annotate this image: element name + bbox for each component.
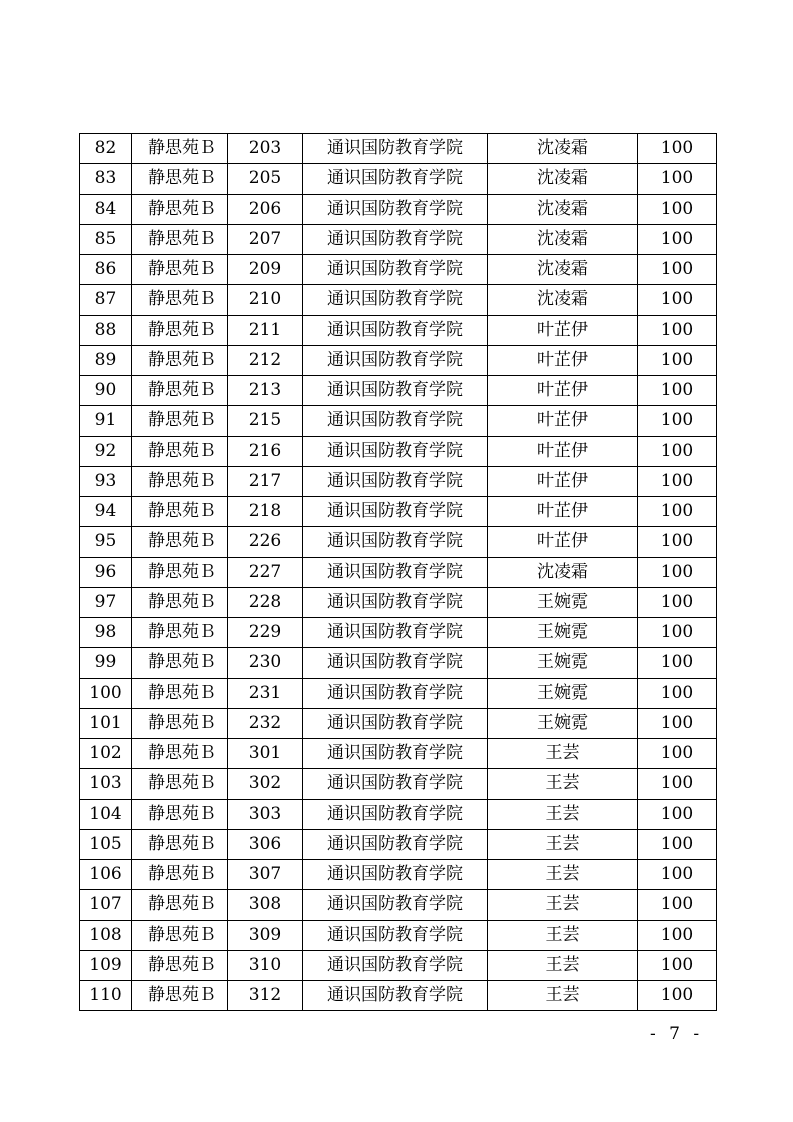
table-row <box>80 285 717 315</box>
table-row <box>80 829 717 859</box>
counselor-cell: 王婉霓 <box>488 587 638 617</box>
row-number-cell: 100 <box>80 678 132 708</box>
college-cell: 通识国防教育学院 <box>303 557 488 587</box>
room-number-cell: 206 <box>228 194 303 224</box>
table-row <box>80 376 717 406</box>
score-cell: 100 <box>638 981 717 1011</box>
row-number-cell: 95 <box>80 527 132 557</box>
room-number-cell: 213 <box>228 376 303 406</box>
building-cell: 静思苑Ｂ <box>132 466 228 496</box>
room-number-cell: 215 <box>228 406 303 436</box>
table-row <box>80 860 717 890</box>
row-number-cell: 94 <box>80 497 132 527</box>
room-number-cell: 226 <box>228 527 303 557</box>
table-row <box>80 678 717 708</box>
building-cell: 静思苑Ｂ <box>132 164 228 194</box>
row-number-cell: 89 <box>80 345 132 375</box>
counselor-cell: 叶芷伊 <box>488 406 638 436</box>
college-cell: 通识国防教育学院 <box>303 981 488 1011</box>
score-cell: 100 <box>638 739 717 769</box>
score-cell: 100 <box>638 345 717 375</box>
college-cell: 通识国防教育学院 <box>303 799 488 829</box>
room-number-cell: 302 <box>228 769 303 799</box>
room-number-cell: 312 <box>228 981 303 1011</box>
college-cell: 通识国防教育学院 <box>303 920 488 950</box>
table-row <box>80 255 717 285</box>
college-cell: 通识国防教育学院 <box>303 678 488 708</box>
college-cell: 通识国防教育学院 <box>303 164 488 194</box>
table-row <box>80 890 717 920</box>
building-cell: 静思苑Ｂ <box>132 194 228 224</box>
counselor-cell: 叶芷伊 <box>488 345 638 375</box>
building-cell: 静思苑Ｂ <box>132 890 228 920</box>
table-row <box>80 406 717 436</box>
table-row <box>80 194 717 224</box>
college-cell: 通识国防教育学院 <box>303 587 488 617</box>
table-row <box>80 708 717 738</box>
college-cell: 通识国防教育学院 <box>303 194 488 224</box>
building-cell: 静思苑Ｂ <box>132 769 228 799</box>
counselor-cell: 沈凌霜 <box>488 194 638 224</box>
counselor-cell: 王芸 <box>488 860 638 890</box>
college-cell: 通识国防教育学院 <box>303 436 488 466</box>
room-number-cell: 228 <box>228 587 303 617</box>
score-cell: 100 <box>638 890 717 920</box>
row-number-cell: 109 <box>80 950 132 980</box>
building-cell: 静思苑Ｂ <box>132 981 228 1011</box>
building-cell: 静思苑Ｂ <box>132 557 228 587</box>
counselor-cell: 沈凌霜 <box>488 134 638 164</box>
room-number-cell: 307 <box>228 860 303 890</box>
row-number-cell: 106 <box>80 860 132 890</box>
room-number-cell: 308 <box>228 890 303 920</box>
row-number-cell: 91 <box>80 406 132 436</box>
score-cell: 100 <box>638 829 717 859</box>
row-number-cell: 92 <box>80 436 132 466</box>
college-cell: 通识国防教育学院 <box>303 376 488 406</box>
college-cell: 通识国防教育学院 <box>303 829 488 859</box>
room-number-cell: 218 <box>228 497 303 527</box>
building-cell: 静思苑Ｂ <box>132 920 228 950</box>
table-row <box>80 587 717 617</box>
score-cell: 100 <box>638 194 717 224</box>
building-cell: 静思苑Ｂ <box>132 376 228 406</box>
building-cell: 静思苑Ｂ <box>132 950 228 980</box>
building-cell: 静思苑Ｂ <box>132 799 228 829</box>
building-cell: 静思苑Ｂ <box>132 739 228 769</box>
table-row <box>80 224 717 254</box>
college-cell: 通识国防教育学院 <box>303 950 488 980</box>
table-row <box>80 315 717 345</box>
table-row <box>80 134 717 164</box>
counselor-cell: 叶芷伊 <box>488 497 638 527</box>
room-number-cell: 231 <box>228 678 303 708</box>
row-number-cell: 101 <box>80 708 132 738</box>
row-number-cell: 93 <box>80 466 132 496</box>
score-cell: 100 <box>638 618 717 648</box>
building-cell: 静思苑Ｂ <box>132 618 228 648</box>
score-cell: 100 <box>638 406 717 436</box>
college-cell: 通识国防教育学院 <box>303 527 488 557</box>
room-number-cell: 216 <box>228 436 303 466</box>
college-cell: 通识国防教育学院 <box>303 255 488 285</box>
room-number-cell: 209 <box>228 255 303 285</box>
table-row <box>80 466 717 496</box>
college-cell: 通识国防教育学院 <box>303 315 488 345</box>
table-row <box>80 618 717 648</box>
counselor-cell: 王芸 <box>488 739 638 769</box>
building-cell: 静思苑Ｂ <box>132 436 228 466</box>
table-row <box>80 799 717 829</box>
room-number-cell: 210 <box>228 285 303 315</box>
college-cell: 通识国防教育学院 <box>303 285 488 315</box>
row-number-cell: 110 <box>80 981 132 1011</box>
row-number-cell: 102 <box>80 739 132 769</box>
room-number-cell: 309 <box>228 920 303 950</box>
score-cell: 100 <box>638 466 717 496</box>
score-cell: 100 <box>638 527 717 557</box>
score-cell: 100 <box>638 950 717 980</box>
row-number-cell: 90 <box>80 376 132 406</box>
room-number-cell: 211 <box>228 315 303 345</box>
college-cell: 通识国防教育学院 <box>303 224 488 254</box>
room-number-cell: 232 <box>228 708 303 738</box>
room-number-cell: 230 <box>228 648 303 678</box>
college-cell: 通识国防教育学院 <box>303 769 488 799</box>
counselor-cell: 叶芷伊 <box>488 527 638 557</box>
counselor-cell: 王芸 <box>488 769 638 799</box>
college-cell: 通识国防教育学院 <box>303 345 488 375</box>
row-number-cell: 107 <box>80 890 132 920</box>
room-number-cell: 306 <box>228 829 303 859</box>
score-cell: 100 <box>638 920 717 950</box>
table-row <box>80 739 717 769</box>
counselor-cell: 王芸 <box>488 981 638 1011</box>
counselor-cell: 叶芷伊 <box>488 436 638 466</box>
college-cell: 通识国防教育学院 <box>303 497 488 527</box>
college-cell: 通识国防教育学院 <box>303 466 488 496</box>
score-cell: 100 <box>638 315 717 345</box>
score-cell: 100 <box>638 799 717 829</box>
counselor-cell: 沈凌霜 <box>488 224 638 254</box>
score-cell: 100 <box>638 436 717 466</box>
score-cell: 100 <box>638 860 717 890</box>
college-cell: 通识国防教育学院 <box>303 134 488 164</box>
counselor-cell: 王芸 <box>488 829 638 859</box>
table-row <box>80 497 717 527</box>
building-cell: 静思苑Ｂ <box>132 678 228 708</box>
college-cell: 通识国防教育学院 <box>303 406 488 436</box>
counselor-cell: 王婉霓 <box>488 618 638 648</box>
score-cell: 100 <box>638 134 717 164</box>
table-row <box>80 164 717 194</box>
table-row <box>80 345 717 375</box>
building-cell: 静思苑Ｂ <box>132 527 228 557</box>
score-cell: 100 <box>638 769 717 799</box>
counselor-cell: 王芸 <box>488 950 638 980</box>
building-cell: 静思苑Ｂ <box>132 497 228 527</box>
counselor-cell: 叶芷伊 <box>488 315 638 345</box>
building-cell: 静思苑Ｂ <box>132 134 228 164</box>
page-number: - 7 - <box>650 1024 704 1044</box>
building-cell: 静思苑Ｂ <box>132 285 228 315</box>
score-cell: 100 <box>638 648 717 678</box>
room-number-cell: 229 <box>228 618 303 648</box>
row-number-cell: 96 <box>80 557 132 587</box>
row-number-cell: 85 <box>80 224 132 254</box>
college-cell: 通识国防教育学院 <box>303 739 488 769</box>
room-number-cell: 217 <box>228 466 303 496</box>
table-row <box>80 769 717 799</box>
row-number-cell: 104 <box>80 799 132 829</box>
score-cell: 100 <box>638 164 717 194</box>
table-row <box>80 557 717 587</box>
room-number-cell: 303 <box>228 799 303 829</box>
building-cell: 静思苑Ｂ <box>132 406 228 436</box>
college-cell: 通识国防教育学院 <box>303 648 488 678</box>
table-row <box>80 527 717 557</box>
score-cell: 100 <box>638 224 717 254</box>
table-row <box>80 920 717 950</box>
college-cell: 通识国防教育学院 <box>303 890 488 920</box>
counselor-cell: 沈凌霜 <box>488 557 638 587</box>
table-row <box>80 648 717 678</box>
room-number-cell: 205 <box>228 164 303 194</box>
counselor-cell: 沈凌霜 <box>488 285 638 315</box>
counselor-cell: 王婉霓 <box>488 678 638 708</box>
building-cell: 静思苑Ｂ <box>132 345 228 375</box>
college-cell: 通识国防教育学院 <box>303 860 488 890</box>
room-number-cell: 207 <box>228 224 303 254</box>
row-number-cell: 84 <box>80 194 132 224</box>
table-row <box>80 436 717 466</box>
score-cell: 100 <box>638 255 717 285</box>
score-cell: 100 <box>638 678 717 708</box>
building-cell: 静思苑Ｂ <box>132 315 228 345</box>
counselor-cell: 叶芷伊 <box>488 376 638 406</box>
counselor-cell: 沈凌霜 <box>488 164 638 194</box>
table-body <box>80 134 717 1011</box>
building-cell: 静思苑Ｂ <box>132 829 228 859</box>
building-cell: 静思苑Ｂ <box>132 860 228 890</box>
counselor-cell: 王婉霓 <box>488 708 638 738</box>
row-number-cell: 103 <box>80 769 132 799</box>
row-number-cell: 98 <box>80 618 132 648</box>
room-number-cell: 212 <box>228 345 303 375</box>
row-number-cell: 82 <box>80 134 132 164</box>
row-number-cell: 87 <box>80 285 132 315</box>
building-cell: 静思苑Ｂ <box>132 587 228 617</box>
building-cell: 静思苑Ｂ <box>132 648 228 678</box>
table-row <box>80 950 717 980</box>
score-cell: 100 <box>638 557 717 587</box>
row-number-cell: 108 <box>80 920 132 950</box>
row-number-cell: 105 <box>80 829 132 859</box>
row-number-cell: 99 <box>80 648 132 678</box>
row-number-cell: 83 <box>80 164 132 194</box>
score-cell: 100 <box>638 587 717 617</box>
counselor-cell: 王芸 <box>488 890 638 920</box>
row-number-cell: 86 <box>80 255 132 285</box>
building-cell: 静思苑Ｂ <box>132 255 228 285</box>
score-cell: 100 <box>638 708 717 738</box>
counselor-cell: 叶芷伊 <box>488 466 638 496</box>
table-row <box>80 981 717 1011</box>
row-number-cell: 97 <box>80 587 132 617</box>
room-number-cell: 301 <box>228 739 303 769</box>
counselor-cell: 沈凌霜 <box>488 255 638 285</box>
dormitory-score-table <box>79 133 717 1011</box>
score-cell: 100 <box>638 285 717 315</box>
counselor-cell: 王芸 <box>488 799 638 829</box>
score-cell: 100 <box>638 376 717 406</box>
building-cell: 静思苑Ｂ <box>132 708 228 738</box>
room-number-cell: 227 <box>228 557 303 587</box>
counselor-cell: 王芸 <box>488 920 638 950</box>
room-number-cell: 310 <box>228 950 303 980</box>
college-cell: 通识国防教育学院 <box>303 618 488 648</box>
score-cell: 100 <box>638 497 717 527</box>
room-number-cell: 203 <box>228 134 303 164</box>
building-cell: 静思苑Ｂ <box>132 224 228 254</box>
college-cell: 通识国防教育学院 <box>303 708 488 738</box>
counselor-cell: 王婉霓 <box>488 648 638 678</box>
row-number-cell: 88 <box>80 315 132 345</box>
